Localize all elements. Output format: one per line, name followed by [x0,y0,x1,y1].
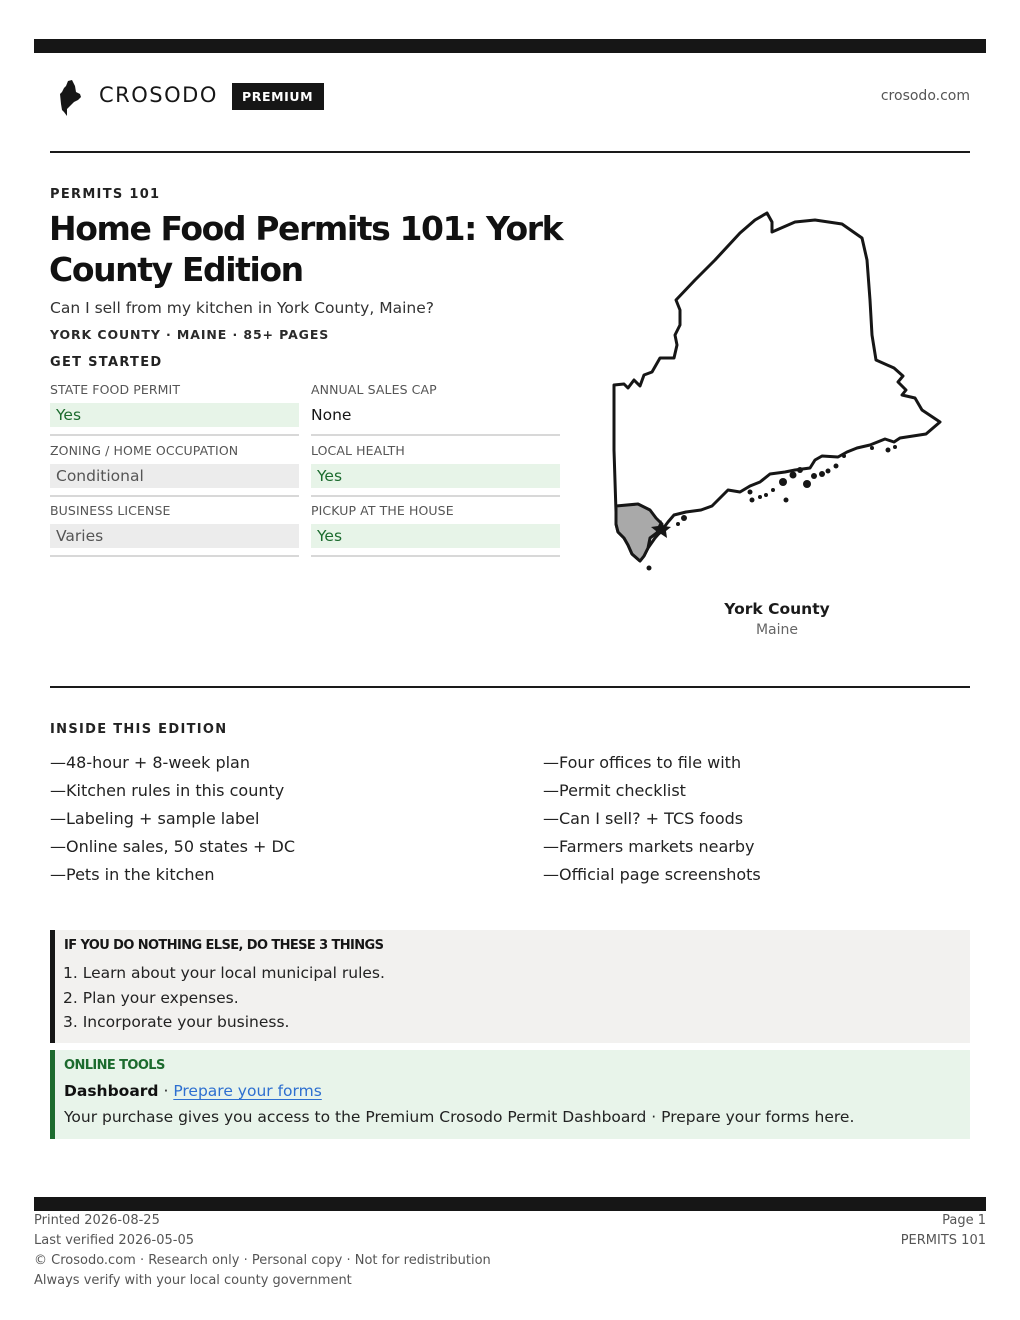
top-bar [34,39,986,53]
fact-label: PICKUP AT THE HOUSE [311,503,454,518]
callout-item: 1. Learn about your local municipal rules. [63,964,385,982]
fact-business-license [50,503,299,557]
inside-heading: INSIDE THIS EDITION [50,722,228,737]
maine-outline [614,213,940,561]
fact-value: Yes [50,403,299,427]
list-item: —48-hour + 8-week plan [50,753,250,772]
islands [647,445,898,571]
edition-meta: YORK COUNTY · MAINE · 85+ PAGES [50,327,330,342]
list-item: —Official page screenshots [543,865,761,884]
fact-value: Varies [50,524,299,548]
fact-zoning [50,443,299,497]
page-number: Page 1 [942,1213,986,1228]
fact-label: ANNUAL SALES CAP [311,382,437,397]
site-url[interactable]: crosodo.com [880,88,970,104]
header [50,78,970,116]
get-started-label: GET STARTED [50,355,163,370]
map-state-label: Maine [755,622,799,638]
list-item: —Can I sell? + TCS foods [543,809,744,828]
fact-label: BUSINESS LICENSE [50,503,171,518]
printed-date: Printed 2026-08-25 [34,1213,160,1228]
fact-label: STATE FOOD PERMIT [50,382,181,397]
fact-annual-sales-cap [311,382,560,436]
list-item: —Permit checklist [543,781,686,800]
york-county-highlight [616,504,662,561]
contents-list-left [50,749,295,889]
callout-item: 3. Incorporate your business. [63,1013,290,1031]
verified-date: Last verified 2026-05-05 [34,1233,194,1248]
fact-value: Yes [311,524,560,548]
subtitle: Can I sell from my kitchen in York County, Maine? [50,299,434,317]
bottom-bar [34,1197,986,1211]
brand-name: CROSODO [99,83,218,107]
list-item: —Kitchen rules in this county [50,781,285,800]
tools-line [64,1082,322,1100]
section-divider [50,686,970,688]
fact-label: ZONING / HOME OCCUPATION [50,443,239,458]
list-item: —Four offices to file with [543,753,742,772]
list-item: —Pets in the kitchen [50,865,215,884]
premium-badge: PREMIUM [232,83,324,110]
eyebrow: PERMITS 101 [50,187,161,202]
online-tools-box [50,1050,970,1139]
list-item: —Labeling + sample label [50,809,260,828]
list-item: —Farmers markets nearby [543,837,755,856]
fact-label: LOCAL HEALTH [311,443,405,458]
contents-list-right [543,749,761,889]
fact-value: None [311,406,352,424]
copyright: © Crosodo.com · Research only · Personal copy · Not for redistribution [34,1253,491,1268]
maine-logo-icon [58,80,82,116]
footer-section: PERMITS 101 [900,1233,986,1248]
maine-map [600,200,960,580]
prepare-forms-link[interactable]: Prepare your forms [173,1082,322,1100]
tools-separator: · [158,1082,174,1100]
priority-callout [50,930,970,1043]
header-divider [50,151,970,153]
fact-state-food-permit [50,382,299,436]
fact-pickup [311,503,560,557]
dashboard-label: Dashboard [64,1082,159,1100]
callout-item: 2. Plan your expenses. [63,988,239,1007]
callout-list [63,961,385,1035]
disclaimer: Always verify with your local county government [34,1273,352,1288]
page-title: Home Food Permits 101: York County Edition [49,209,563,289]
fact-value: Conditional [50,464,299,488]
callout-heading: IF YOU DO NOTHING ELSE, DO THESE 3 THINGS [64,938,384,953]
list-item: —Online sales, 50 states + DC [50,837,296,856]
tools-heading: ONLINE TOOLS [64,1058,165,1073]
tools-description: Your purchase gives you access to the Premium Crosodo Permit Dashboard · Prepare your forms here. [64,1108,855,1126]
fact-value: Yes [311,464,560,488]
map-county-label: York County [724,600,830,618]
fact-local-health [311,443,560,497]
